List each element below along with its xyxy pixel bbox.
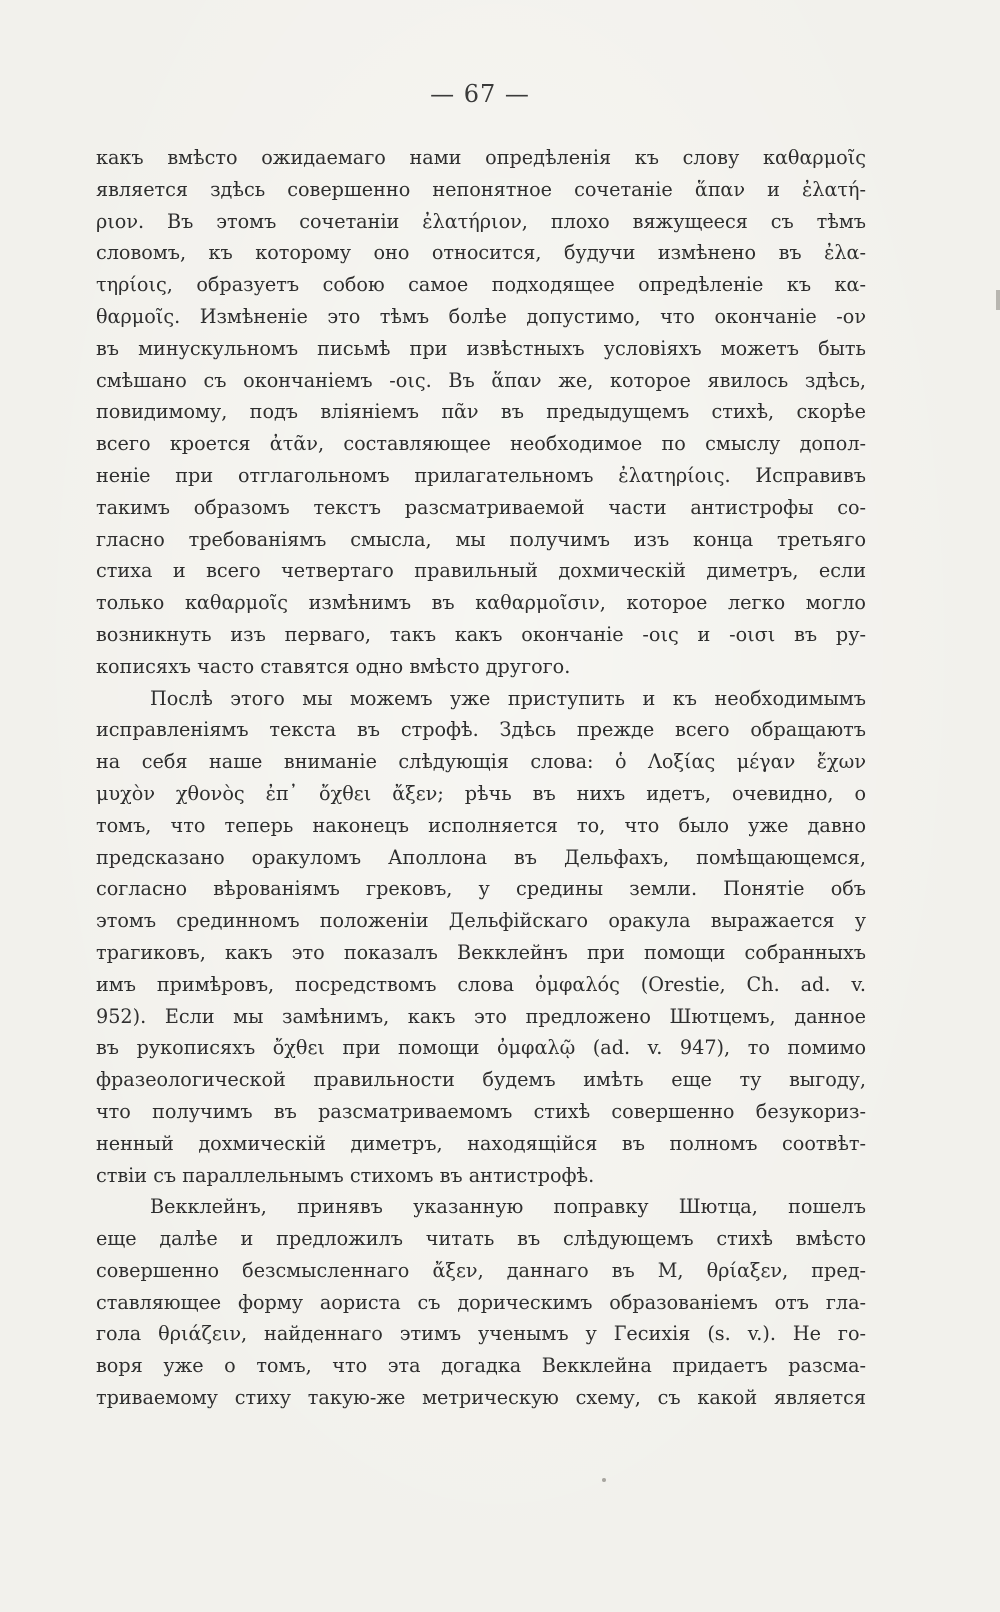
- text-line: повидимому, подъ вліяніемъ πᾶν въ предыдущемъ стихѣ, скорѣе: [96, 400, 866, 424]
- text-line: ставляющее форму аориста съ дорическимъ образованіемъ отъ гла-: [96, 1290, 866, 1314]
- text-line: какъ вмѣсто ожидаемаго нами опредѣленія къ слову καθαρμοῖς: [96, 146, 866, 169]
- text-line: что получимъ въ разсматриваемомъ стихѣ совершенно безукориз-: [96, 1099, 866, 1123]
- text-line: согласно вѣрованіямъ грековъ, у средины земли. Понятіе объ: [96, 877, 866, 901]
- text-line: является здѣсь совершенно непонятное сочетаніе ἅπαν и ἐλατή-: [96, 177, 866, 201]
- text-line: исправленіямъ текста въ строфѣ. Здѣсь прежде всего обращаютъ: [96, 718, 866, 742]
- text-line: стиха и всего четвертаго правильный дохмическій диметръ, если: [96, 559, 866, 583]
- text-line: только καθαρμοῖς измѣнимъ въ καθαρμοῖσιν, которое легко могло: [96, 591, 866, 615]
- page-number: — 67 —: [430, 80, 530, 108]
- text-line: смѣшано съ окончаніемъ -οις. Въ ἅπαν же, которое явилось здѣсь,: [96, 368, 866, 392]
- page-edge-mark: [996, 290, 1000, 310]
- text-line: такимъ образомъ текстъ разсматриваемой части антистрофы со-: [96, 495, 866, 519]
- text-line: совершенно безсмысленнаго ἄξεν, даннаго въ M, θρίαξεν, пред-: [96, 1258, 866, 1282]
- paragraph-3: [96, 1191, 866, 1414]
- text-line: на себя наше вниманіе слѣдующія слова: ὁ Λοξίας μέγαν ἔχων: [96, 750, 866, 774]
- body-text: [96, 142, 866, 1414]
- text-line: воря уже о томъ, что эта догадка Векклейна придаетъ разсма-: [96, 1354, 866, 1378]
- text-line: ствіи съ параллельнымъ стихомъ въ антистрофѣ.: [96, 1163, 595, 1187]
- text-line: словомъ, къ которому оно относится, будучи измѣнено въ ἐλα-: [96, 241, 866, 265]
- text-line: всего кроется ἀτᾶν, составляющее необходимое по смыслу допол-: [96, 432, 866, 456]
- text-line: τηρίοις, образуетъ собою самое подходящее опредѣленіе къ κα-: [96, 273, 866, 297]
- text-line: Векклейнъ, принявъ указанную поправку Шютца, пошелъ: [150, 1195, 866, 1219]
- text-line: триваемому стиху такую-же метрическую схему, съ какой является: [96, 1386, 866, 1410]
- text-line: 952). Если мы замѣнимъ, какъ это предложено Шютцемъ, данное: [96, 1004, 866, 1028]
- paragraph-2: [96, 683, 866, 1192]
- text-line: этомъ срединномъ положеніи Дельфійскаго оракула выражается у: [96, 909, 866, 933]
- text-line: въ рукописяхъ ὄχθει при помощи ὀμφαλῷ (ad. v. 947), то помимо: [96, 1036, 866, 1060]
- paper-speck: [602, 1478, 606, 1482]
- text-line: μυχὸν χθονὸς ἐπ᾽ ὄχθει ἄξεν; рѣчь въ нихъ идетъ, очевидно, о: [96, 781, 866, 805]
- text-line: неніе при отглагольномъ прилагательномъ ἐλατηρίοις. Исправивъ: [96, 463, 866, 487]
- text-line: томъ, что теперь наконецъ исполняется то, что было уже давно: [96, 813, 866, 837]
- text-line: возникнуть изъ перваго, такъ какъ окончаніе -οις и -οισι въ ру-: [96, 622, 866, 646]
- text-line: θαρμοῖς. Измѣненіе это тѣмъ болѣе допустимо, что окончаніе -ον: [96, 304, 866, 328]
- text-line: еще далѣе и предложилъ читать въ слѣдующемъ стихѣ вмѣсто: [96, 1227, 866, 1251]
- text-line: гласно требованіямъ смысла, мы получимъ изъ конца третьяго: [96, 527, 866, 551]
- text-line: въ минускульномъ письмѣ при извѣстныхъ условіяхъ можетъ быть: [96, 336, 866, 360]
- text-line: предсказано оракуломъ Аполлона въ Дельфахъ, помѣщающемся,: [96, 845, 866, 869]
- text-line: ненный дохмическій диметръ, находящійся въ полномъ соотвѣт-: [96, 1131, 866, 1155]
- text-line: имъ примѣровъ, посредствомъ слова ὀμφαλός (Orestie, Ch. ad. v.: [96, 972, 866, 996]
- text-line: трагиковъ, какъ это показалъ Векклейнъ при помощи собранныхъ: [96, 940, 866, 964]
- paragraph-1: [96, 142, 866, 683]
- text-line: Послѣ этого мы можемъ уже приступить и къ необходимымъ: [150, 686, 866, 710]
- text-line: ριον. Въ этомъ сочетаніи ἐλατήριον, плохо вяжущееся съ тѣмъ: [96, 209, 866, 233]
- text-line: кописяхъ часто ставятся одно вмѣсто другого.: [96, 654, 571, 678]
- text-line: гола θριάζειν, найденнаго этимъ ученымъ у Гесихія (s. v.). Не го-: [96, 1322, 866, 1346]
- text-line: фразеологической правильности будемъ имѣть еще ту выгоду,: [96, 1068, 866, 1092]
